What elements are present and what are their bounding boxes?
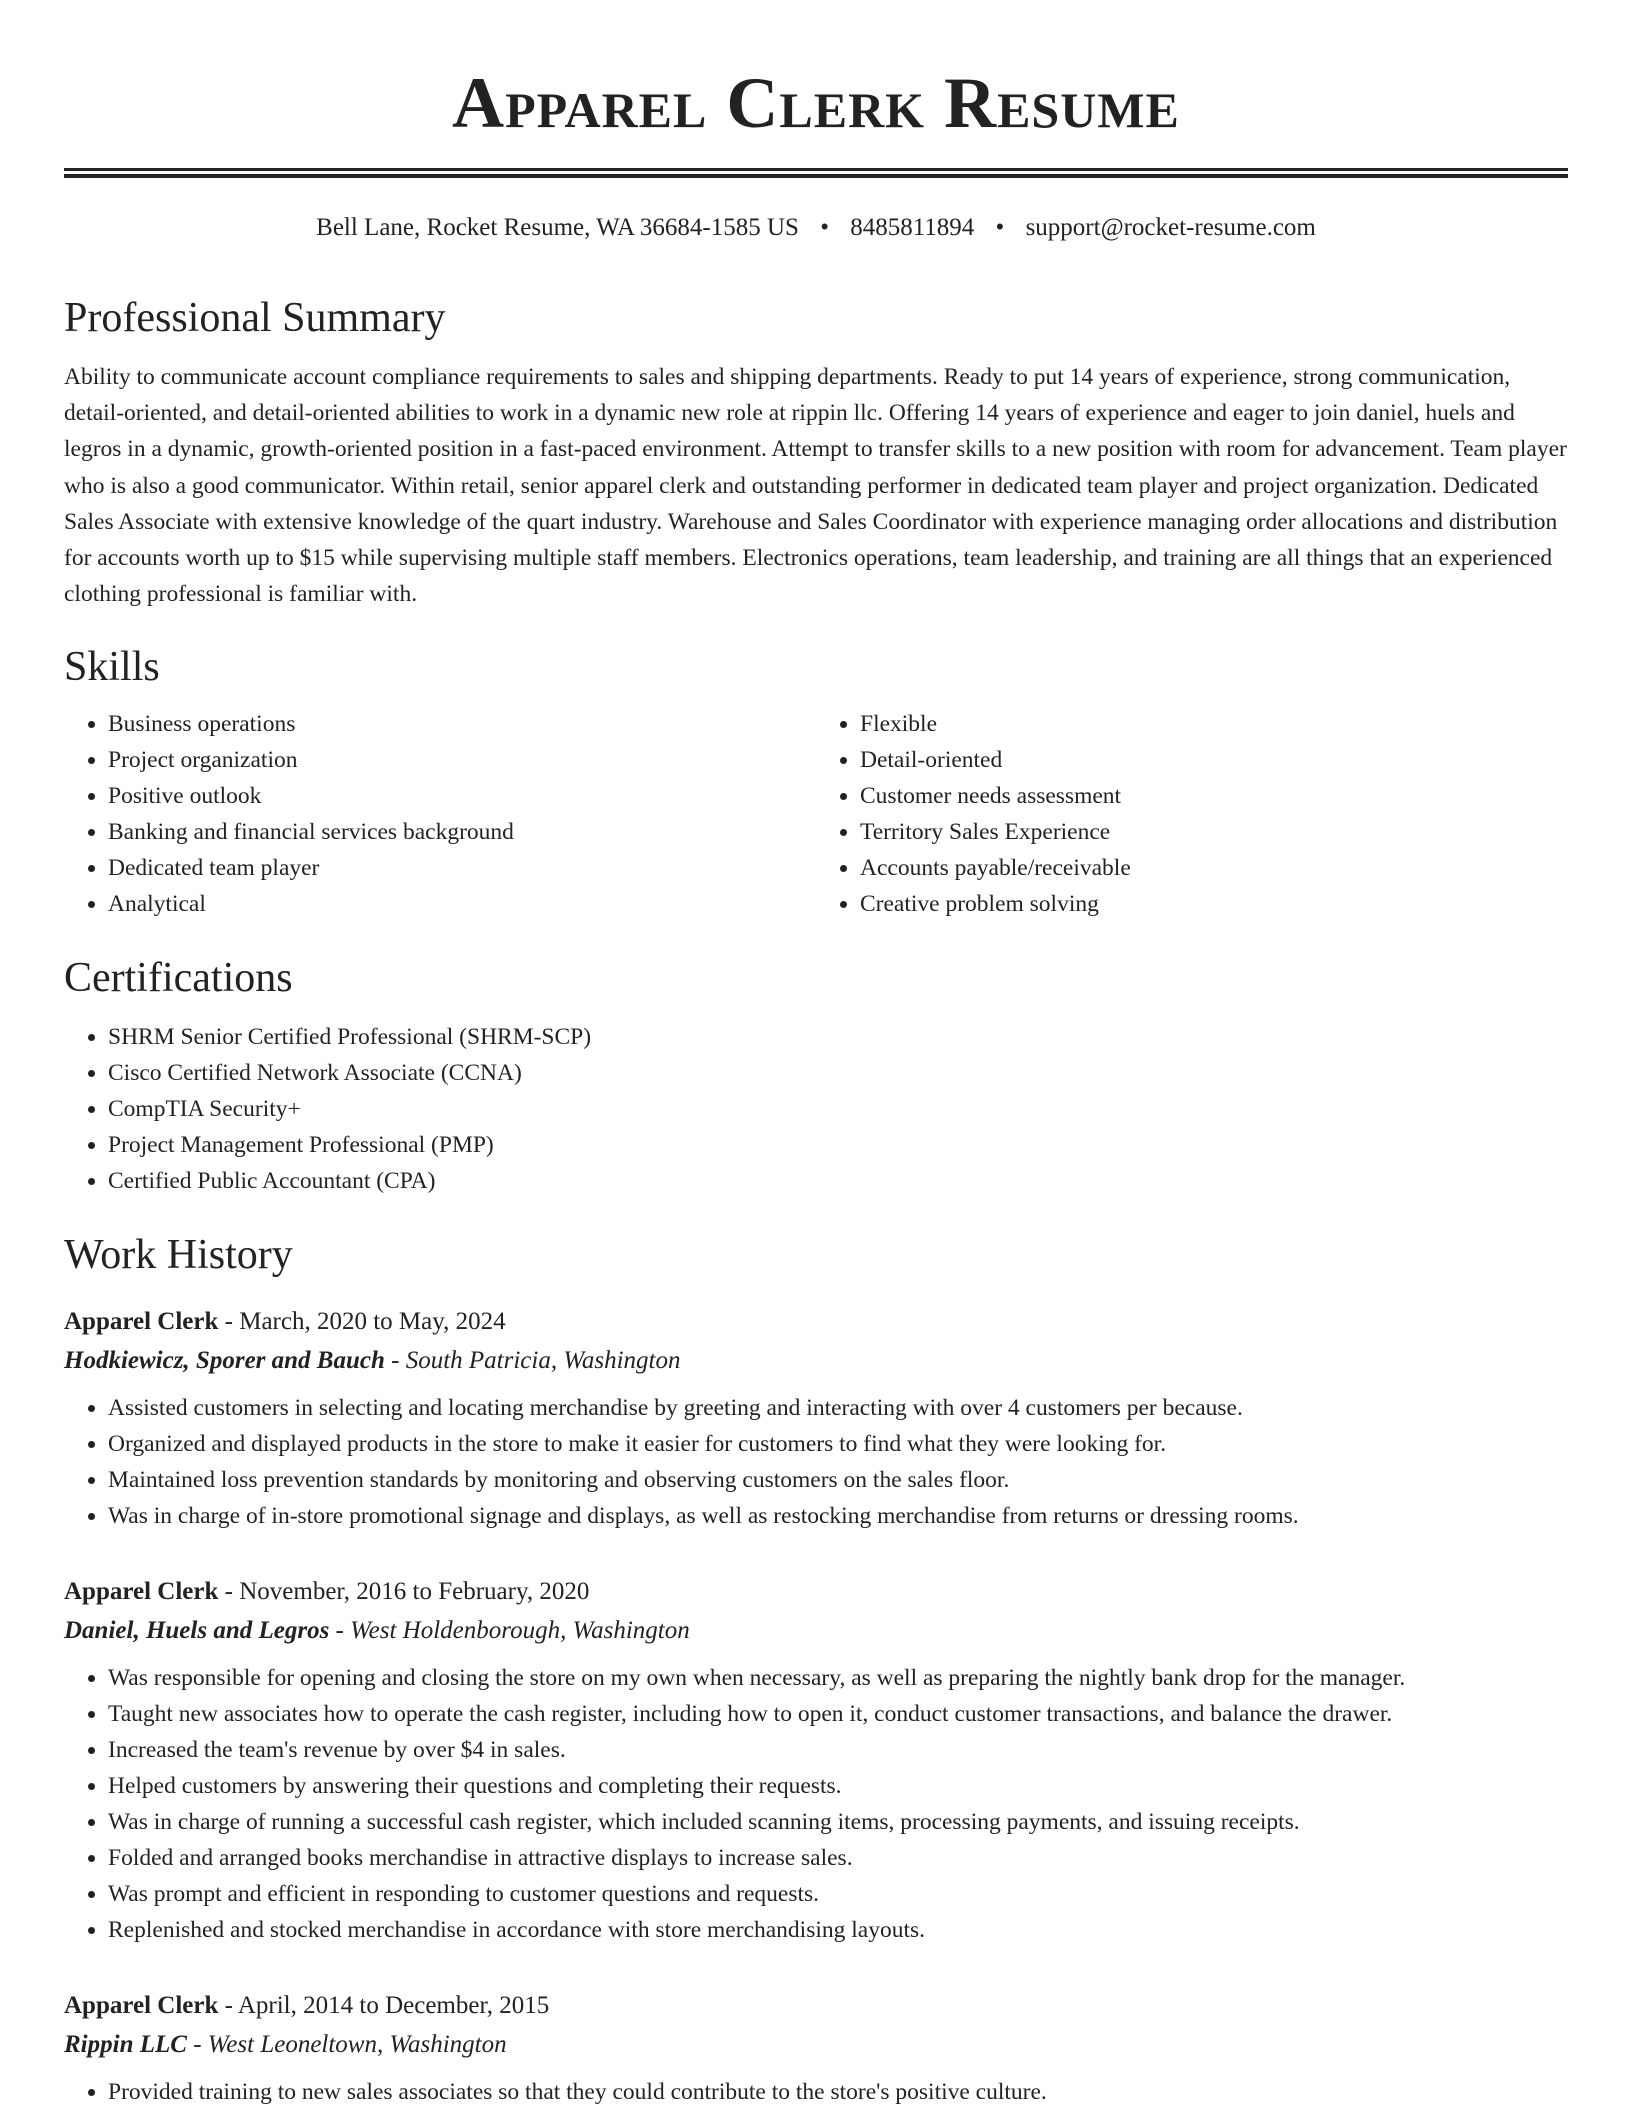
job-location: - West Leoneltown, Washington — [186, 2031, 507, 2059]
skill-item: • Dedicated team player — [108, 850, 816, 886]
work-history-heading: Work History — [64, 1232, 293, 1279]
job-entry — [64, 1572, 1568, 1948]
skill-item: • Banking and financial services background — [108, 814, 816, 850]
skill-item: • Accounts payable/receivable — [860, 850, 1568, 886]
job-bullets — [64, 1660, 1568, 1948]
job-title-line — [64, 1302, 1568, 1342]
contact-separator: • — [995, 214, 1005, 241]
skill-item: • Positive outlook — [108, 778, 816, 814]
job-entry — [64, 1986, 1568, 2110]
skill-item: • Detail-oriented — [860, 742, 1568, 778]
certification-item: • Cisco Certified Network Associate (CCNA) — [108, 1055, 1568, 1091]
skill-item: • Customer needs assessment — [860, 778, 1568, 814]
contact-email: support@rocket-resume.com — [1025, 214, 1316, 241]
summary-heading: Professional Summary — [64, 295, 446, 341]
job-title: Apparel Clerk — [64, 1578, 219, 1606]
summary-section — [64, 293, 1568, 612]
certification-item: • Certified Public Accountant (CPA) — [108, 1163, 1568, 1199]
skill-item: • Flexible — [860, 706, 1568, 742]
skill-item: • Project organization — [108, 742, 816, 778]
job-company: Daniel, Huels and Legros — [64, 1617, 330, 1645]
job-bullet: • Helped customers by answering their questions and completing their requests. — [108, 1768, 1568, 1804]
job-bullet: • Replenished and stocked merchandise in accordance with store merchandising layouts. — [108, 1912, 1568, 1948]
job-dates: - April, 2014 to December, 2015 — [218, 1992, 550, 2020]
certifications-heading: Certifications — [64, 955, 293, 1002]
resume-content — [64, 0, 1568, 2110]
certifications-list — [64, 1019, 1568, 1199]
certifications-section — [64, 953, 1568, 1199]
contact-separator: • — [820, 214, 829, 241]
skills-section — [64, 642, 1568, 922]
job-location: - South Patricia, Washington — [384, 1347, 681, 1375]
job-bullet: • Was in charge of running a successful cash register, which included scanning items, processing payments, and issuing receipts. — [108, 1804, 1568, 1840]
resume-title: Apparel Clerk Resume — [452, 63, 1180, 143]
skill-item: • Analytical — [108, 886, 816, 922]
job-company-line — [64, 2026, 1568, 2064]
title-divider — [64, 168, 1568, 178]
contact-line — [64, 211, 1568, 245]
job-company: Rippin LLC — [64, 2031, 187, 2059]
skills-heading: Skills — [64, 644, 160, 691]
job-title-line — [64, 1986, 1568, 2026]
job-bullet: • Was prompt and efficient in responding to customer questions and requests. — [108, 1876, 1568, 1912]
job-title-line — [64, 1572, 1568, 1612]
job-location: - West Holdenborough, Washington — [329, 1617, 690, 1645]
job-bullet: • Assisted customers in selecting and locating merchandise by greeting and interacting with over 4 customers per because. — [108, 1390, 1568, 1426]
job-company-line — [64, 1612, 1568, 1650]
work-history-section — [64, 1230, 1568, 2110]
job-dates: - November, 2016 to February, 2020 — [218, 1578, 590, 1606]
job-company-line — [64, 1342, 1568, 1380]
job-bullet: • Folded and arranged books merchandise in attractive displays to increase sales. — [108, 1840, 1568, 1876]
skill-item: • Creative problem solving — [860, 886, 1568, 922]
job-entry — [64, 1302, 1568, 1534]
job-bullet: • Was in charge of in-store promotional signage and displays, as well as restocking merchandise from returns or dressing rooms. — [108, 1498, 1568, 1534]
skill-item: • Territory Sales Experience — [860, 814, 1568, 850]
job-bullet: • Taught new associates how to operate the cash register, including how to open it, conduct customer transactions, and balance the drawer. — [108, 1696, 1568, 1732]
contact-phone: 8485811894 — [850, 214, 975, 241]
job-bullet: • Increased the team's revenue by over $4 in sales. — [108, 1732, 1568, 1768]
certification-item: • Project Management Professional (PMP) — [108, 1127, 1568, 1163]
summary-text: Ability to communicate account compliance requirements to sales and shipping departments. Ready to put 14 years of experience, strong communication, detail-oriented, and detail-oriented abilities to work in a dynamic new role at rippin llc. Offering 14 years of experience and eager to join daniel, huels and legros in a dynamic, growth-oriented position in a fast-paced environment. Attempt to transfer skills to a new position with room for advancement. Team player who is also a good communicator. Within retail, senior apparel clerk and outstanding performer in dedicated team player and project organization. Dedicated Sales Associate with extensive knowledge of the quart industry. Warehouse and Sales Coordinator with experience managing order allocations and distribution for accounts worth up to $15 while supervising multiple staff members. Electronics operations, team leadership, and training are all things that an experienced clothing professional is familiar with. — [64, 364, 1567, 608]
skills-grid — [64, 706, 1568, 922]
job-bullet: • Provided training to new sales associates so that they could contribute to the store's positive culture. — [108, 2074, 1568, 2110]
job-title: Apparel Clerk — [64, 1308, 219, 1336]
job-bullet: • Organized and displayed products in the store to make it easier for customers to find what they were looking for. — [108, 1426, 1568, 1462]
certification-item: • SHRM Senior Certified Professional (SHRM-SCP) — [108, 1019, 1568, 1055]
skill-item: • Business operations — [108, 706, 816, 742]
contact-address: Bell Lane, Rocket Resume, WA 36684-1585 US — [316, 214, 799, 241]
job-bullets — [64, 1390, 1568, 1534]
job-title: Apparel Clerk — [64, 1992, 219, 2020]
skills-list-left — [64, 706, 816, 922]
certification-item: • CompTIA Security+ — [108, 1091, 1568, 1127]
job-company: Hodkiewicz, Sporer and Bauch — [64, 1347, 385, 1375]
job-bullet: • Was responsible for opening and closing the store on my own when necessary, as well as preparing the nightly bank drop for the manager. — [108, 1660, 1568, 1696]
skills-list-right — [816, 706, 1568, 922]
job-bullets — [64, 2074, 1568, 2110]
job-bullet: • Maintained loss prevention standards by monitoring and observing customers on the sales floor. — [108, 1462, 1568, 1498]
job-dates: - March, 2020 to May, 2024 — [218, 1308, 506, 1336]
